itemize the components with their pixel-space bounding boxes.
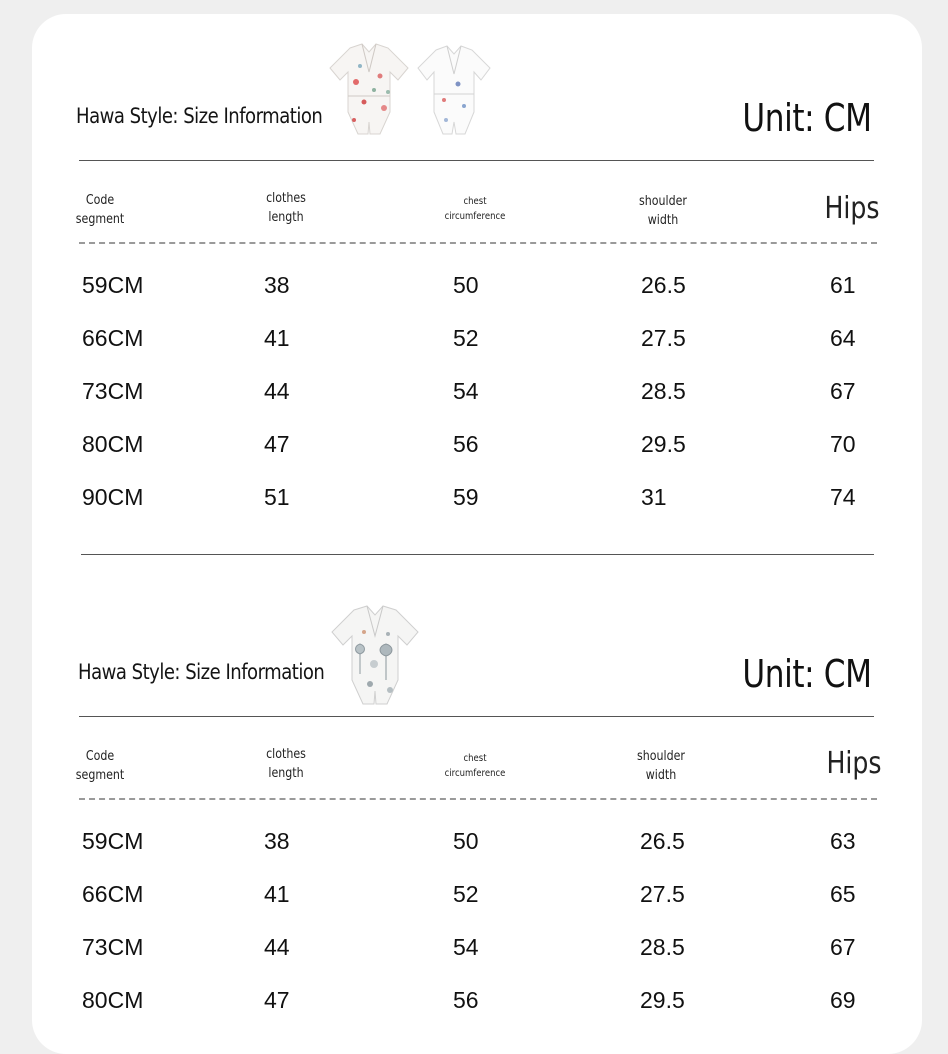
cell-chest: 56 bbox=[453, 987, 479, 1013]
table-row bbox=[32, 484, 922, 524]
size-chart-card bbox=[32, 14, 922, 1054]
cell-code: 59CM bbox=[82, 828, 144, 854]
cell-length: 41 bbox=[264, 325, 290, 351]
table-row bbox=[32, 431, 922, 471]
header-clothes-length: clothes length bbox=[266, 191, 306, 225]
white-romper-icon bbox=[416, 44, 492, 136]
cell-shoulder: 26.5 bbox=[641, 272, 686, 298]
floral-romper-icon bbox=[328, 42, 410, 136]
cell-hips: 74 bbox=[830, 484, 856, 510]
cell-length: 41 bbox=[264, 881, 290, 907]
header-dashed-divider bbox=[79, 798, 877, 800]
cell-code: 59CM bbox=[82, 272, 144, 298]
cell-length: 44 bbox=[264, 934, 290, 960]
table-row bbox=[32, 881, 922, 921]
cell-chest: 54 bbox=[453, 378, 479, 404]
cell-hips: 70 bbox=[830, 431, 856, 457]
cell-hips: 61 bbox=[830, 272, 856, 298]
cell-shoulder: 26.5 bbox=[640, 828, 685, 854]
cell-length: 47 bbox=[264, 431, 290, 457]
cell-shoulder: 31 bbox=[641, 484, 667, 510]
table-row bbox=[32, 934, 922, 974]
section-divider bbox=[81, 554, 874, 555]
cell-shoulder: 27.5 bbox=[640, 881, 685, 907]
cell-code: 90CM bbox=[82, 484, 144, 510]
header-dashed-divider bbox=[79, 242, 877, 244]
header-divider bbox=[79, 160, 874, 161]
cell-chest: 50 bbox=[453, 272, 479, 298]
cell-shoulder: 29.5 bbox=[640, 987, 685, 1013]
cell-code: 66CM bbox=[82, 881, 144, 907]
header-chest-circumference: chest circumference bbox=[444, 196, 506, 222]
header-code: Code segment bbox=[75, 749, 125, 783]
header-shoulder-width: shoulder width bbox=[639, 194, 687, 228]
header-hips: Hips bbox=[824, 191, 880, 226]
cell-chest: 52 bbox=[453, 325, 479, 351]
cell-hips: 69 bbox=[830, 987, 856, 1013]
table-row bbox=[32, 987, 922, 1027]
table-row bbox=[32, 325, 922, 365]
cell-hips: 63 bbox=[830, 828, 856, 854]
cell-code: 73CM bbox=[82, 378, 144, 404]
unit-label: Unit: CM bbox=[742, 652, 872, 696]
cell-hips: 67 bbox=[830, 934, 856, 960]
header-shoulder-width: shoulder width bbox=[637, 749, 685, 783]
cell-code: 73CM bbox=[82, 934, 144, 960]
cell-length: 38 bbox=[264, 272, 290, 298]
forest-print-romper-icon bbox=[330, 604, 420, 706]
header-hips: Hips bbox=[826, 746, 882, 781]
cell-shoulder: 28.5 bbox=[641, 378, 686, 404]
table-row bbox=[32, 272, 922, 312]
cell-shoulder: 28.5 bbox=[640, 934, 685, 960]
cell-chest: 59 bbox=[453, 484, 479, 510]
cell-chest: 50 bbox=[453, 828, 479, 854]
header-code: Code segment bbox=[75, 193, 125, 227]
cell-length: 51 bbox=[264, 484, 290, 510]
cell-shoulder: 27.5 bbox=[641, 325, 686, 351]
cell-chest: 54 bbox=[453, 934, 479, 960]
cell-length: 38 bbox=[264, 828, 290, 854]
table-row bbox=[32, 828, 922, 868]
header-chest-circumference: chest circumference bbox=[444, 753, 506, 779]
cell-hips: 64 bbox=[830, 325, 856, 351]
cell-hips: 67 bbox=[830, 378, 856, 404]
header-clothes-length: clothes length bbox=[266, 747, 306, 781]
cell-length: 47 bbox=[264, 987, 290, 1013]
cell-chest: 56 bbox=[453, 431, 479, 457]
header-divider bbox=[79, 716, 874, 717]
cell-code: 80CM bbox=[82, 431, 144, 457]
cell-code: 80CM bbox=[82, 987, 144, 1013]
table-title: Hawa Style: Size Information bbox=[76, 104, 323, 128]
cell-code: 66CM bbox=[82, 325, 144, 351]
table-row bbox=[32, 378, 922, 418]
cell-chest: 52 bbox=[453, 881, 479, 907]
cell-hips: 65 bbox=[830, 881, 856, 907]
cell-shoulder: 29.5 bbox=[641, 431, 686, 457]
table-title: Hawa Style: Size Information bbox=[78, 660, 325, 684]
cell-length: 44 bbox=[264, 378, 290, 404]
unit-label: Unit: CM bbox=[742, 96, 872, 140]
